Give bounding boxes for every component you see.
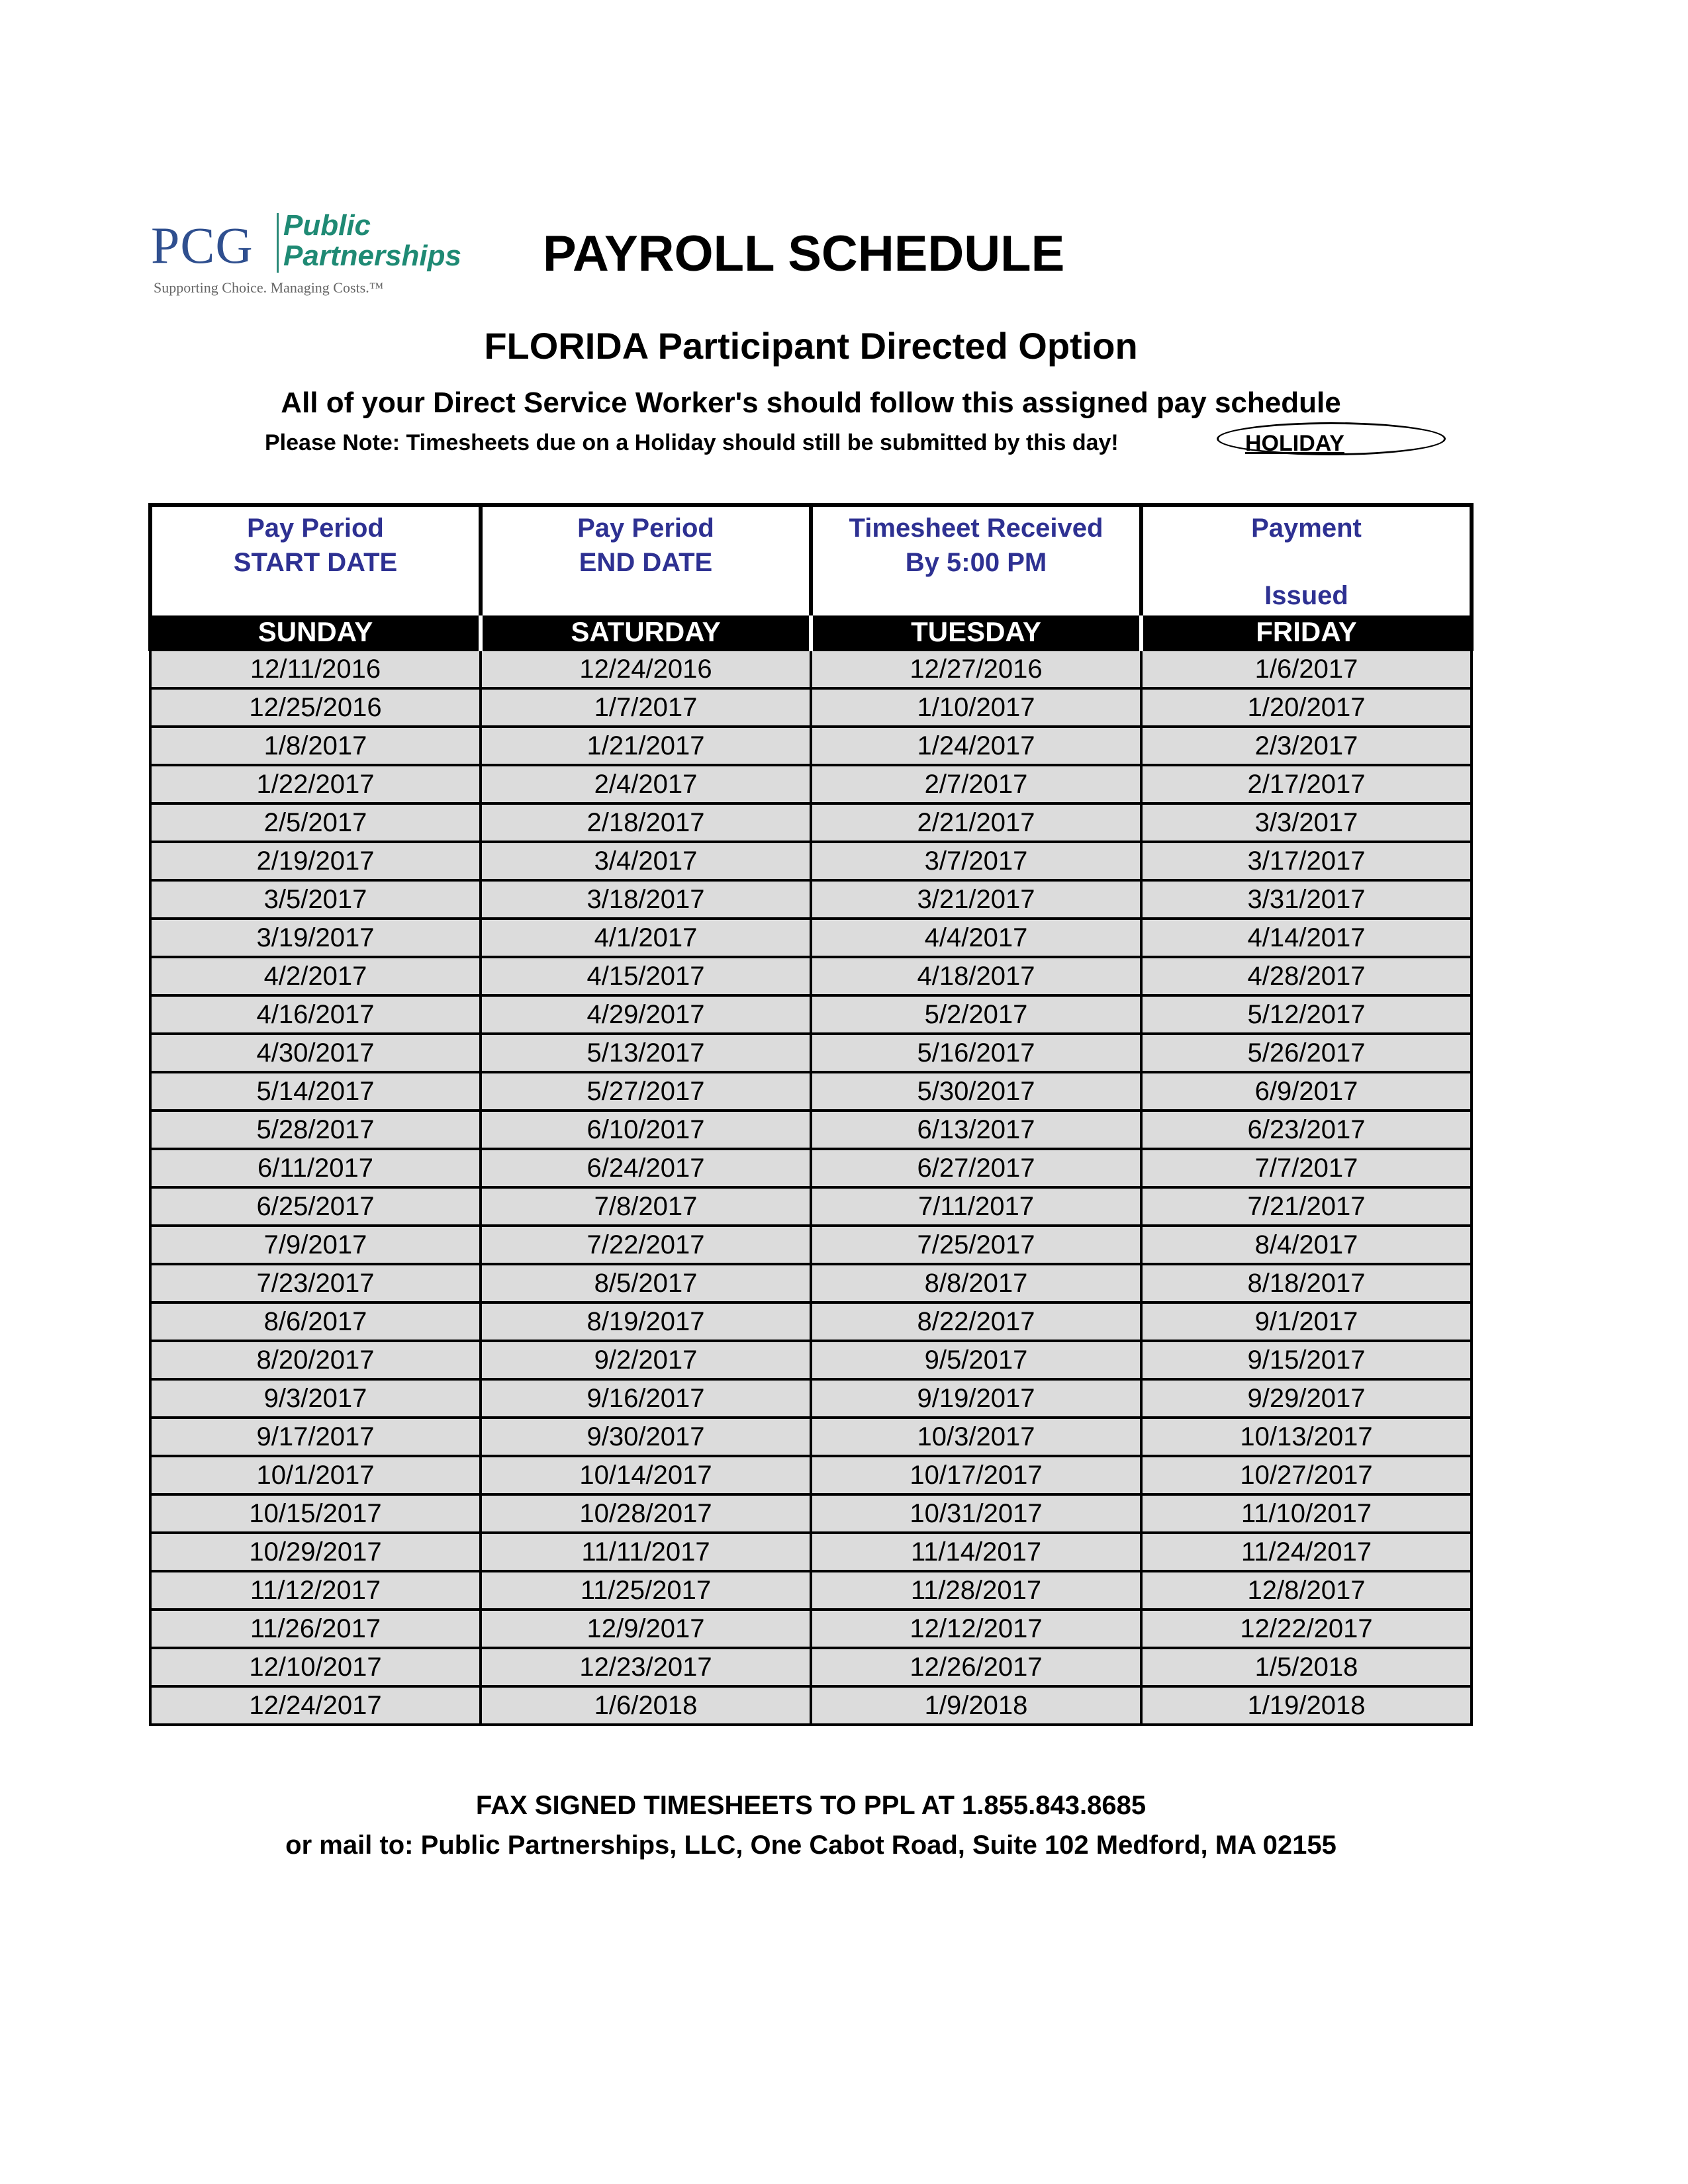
header-line: By 5:00 PM bbox=[905, 548, 1047, 577]
end-date-cell: 4/29/2017 bbox=[481, 995, 811, 1034]
header-line: Timesheet Received bbox=[849, 514, 1103, 543]
timesheet-due-cell: 3/7/2017 bbox=[811, 842, 1141, 880]
end-date-cell: 11/11/2017 bbox=[481, 1533, 811, 1571]
start-date-cell: 12/11/2016 bbox=[150, 650, 481, 688]
start-date-cell: 11/26/2017 bbox=[150, 1610, 481, 1648]
end-date-cell: 9/30/2017 bbox=[481, 1418, 811, 1456]
payment-date-cell: 8/4/2017 bbox=[1141, 1226, 1472, 1264]
end-date-cell: 12/9/2017 bbox=[481, 1610, 811, 1648]
start-date-cell: 4/30/2017 bbox=[150, 1034, 481, 1072]
payment-date-cell: 2/3/2017 bbox=[1141, 727, 1472, 765]
table-row bbox=[150, 1379, 1472, 1418]
holiday-label: HOLIDAY bbox=[1245, 431, 1344, 456]
table-body bbox=[150, 650, 1472, 1725]
header-line: Pay Period bbox=[577, 514, 714, 543]
start-date-cell: 4/16/2017 bbox=[150, 995, 481, 1034]
timesheet-due-cell: 11/14/2017 bbox=[811, 1533, 1141, 1571]
start-date-cell: 6/11/2017 bbox=[150, 1149, 481, 1187]
end-date-cell: 8/19/2017 bbox=[481, 1302, 811, 1341]
table-row bbox=[150, 1648, 1472, 1686]
table-row bbox=[150, 803, 1472, 842]
end-date-cell: 6/24/2017 bbox=[481, 1149, 811, 1187]
table-row bbox=[150, 1226, 1472, 1264]
start-date-cell: 9/3/2017 bbox=[150, 1379, 481, 1418]
logo-mark: PCG bbox=[151, 216, 254, 274]
timesheet-due-cell: 1/24/2017 bbox=[811, 727, 1141, 765]
timesheet-due-cell: 6/13/2017 bbox=[811, 1111, 1141, 1149]
table-row bbox=[150, 1111, 1472, 1149]
end-date-cell: 10/28/2017 bbox=[481, 1494, 811, 1533]
payment-date-cell: 10/27/2017 bbox=[1141, 1456, 1472, 1494]
end-date-cell: 12/23/2017 bbox=[481, 1648, 811, 1686]
table-row bbox=[150, 1341, 1472, 1379]
header-line: END DATE bbox=[579, 548, 713, 577]
page-title: PAYROLL SCHEDULE bbox=[543, 226, 1065, 282]
timesheet-due-cell: 1/10/2017 bbox=[811, 688, 1141, 727]
day-label: SUNDAY bbox=[150, 615, 481, 650]
start-date-cell: 10/1/2017 bbox=[150, 1456, 481, 1494]
timesheet-due-cell: 2/21/2017 bbox=[811, 803, 1141, 842]
table-row bbox=[150, 1072, 1472, 1111]
payment-date-cell: 4/14/2017 bbox=[1141, 919, 1472, 957]
day-label: SATURDAY bbox=[481, 615, 811, 650]
table-row bbox=[150, 1302, 1472, 1341]
header-payment-issued bbox=[1141, 505, 1472, 615]
table-row bbox=[150, 995, 1472, 1034]
timesheet-due-cell: 4/4/2017 bbox=[811, 919, 1141, 957]
payment-date-cell: 10/13/2017 bbox=[1141, 1418, 1472, 1456]
day-label: FRIDAY bbox=[1141, 615, 1472, 650]
start-date-cell: 8/20/2017 bbox=[150, 1341, 481, 1379]
timesheet-due-cell: 1/9/2018 bbox=[811, 1686, 1141, 1725]
table-row bbox=[150, 1187, 1472, 1226]
timesheet-due-cell: 5/2/2017 bbox=[811, 995, 1141, 1034]
timesheet-due-cell: 2/7/2017 bbox=[811, 765, 1141, 803]
header-row bbox=[150, 505, 1472, 615]
end-date-cell: 4/1/2017 bbox=[481, 919, 811, 957]
table-row bbox=[150, 1686, 1472, 1725]
table-row bbox=[150, 957, 1472, 995]
payment-date-cell: 1/20/2017 bbox=[1141, 688, 1472, 727]
pcg-logo bbox=[151, 210, 482, 296]
fax-instructions: FAX SIGNED TIMESHEETS TO PPL AT 1.855.843.8685 bbox=[475, 1791, 1147, 1820]
start-date-cell: 1/22/2017 bbox=[150, 765, 481, 803]
payment-date-cell: 3/31/2017 bbox=[1141, 880, 1472, 919]
table-row bbox=[150, 842, 1472, 880]
payment-date-cell: 12/22/2017 bbox=[1141, 1610, 1472, 1648]
table-row bbox=[150, 1533, 1472, 1571]
table-row bbox=[150, 765, 1472, 803]
end-date-cell: 9/2/2017 bbox=[481, 1341, 811, 1379]
timesheet-due-cell: 7/25/2017 bbox=[811, 1226, 1141, 1264]
start-date-cell: 8/6/2017 bbox=[150, 1302, 481, 1341]
logo-divider bbox=[277, 213, 279, 273]
end-date-cell: 5/27/2017 bbox=[481, 1072, 811, 1111]
start-date-cell: 12/24/2017 bbox=[150, 1686, 481, 1725]
page-subtitle: FLORIDA Participant Directed Option bbox=[484, 325, 1138, 367]
payment-date-cell: 11/24/2017 bbox=[1141, 1533, 1472, 1571]
header-timesheet-received bbox=[811, 505, 1141, 615]
end-date-cell: 1/7/2017 bbox=[481, 688, 811, 727]
payment-date-cell: 11/10/2017 bbox=[1141, 1494, 1472, 1533]
payment-date-cell: 9/1/2017 bbox=[1141, 1302, 1472, 1341]
end-date-cell: 5/13/2017 bbox=[481, 1034, 811, 1072]
payment-date-cell: 7/21/2017 bbox=[1141, 1187, 1472, 1226]
payment-date-cell: 6/23/2017 bbox=[1141, 1111, 1472, 1149]
payment-date-cell: 1/6/2017 bbox=[1141, 650, 1472, 688]
timesheet-due-cell: 5/30/2017 bbox=[811, 1072, 1141, 1111]
end-date-cell: 1/6/2018 bbox=[481, 1686, 811, 1725]
table-row bbox=[150, 727, 1472, 765]
start-date-cell: 9/17/2017 bbox=[150, 1418, 481, 1456]
payroll-table bbox=[148, 503, 1474, 1726]
end-date-cell: 1/21/2017 bbox=[481, 727, 811, 765]
timesheet-due-cell: 9/5/2017 bbox=[811, 1341, 1141, 1379]
instruction-text: All of your Direct Service Worker's should follow this assigned pay schedule bbox=[281, 387, 1341, 419]
payment-date-cell: 12/8/2017 bbox=[1141, 1571, 1472, 1610]
start-date-cell: 5/28/2017 bbox=[150, 1111, 481, 1149]
payment-date-cell: 7/7/2017 bbox=[1141, 1149, 1472, 1187]
table-row bbox=[150, 880, 1472, 919]
payment-date-cell: 5/12/2017 bbox=[1141, 995, 1472, 1034]
header-line: START DATE bbox=[233, 548, 398, 577]
timesheet-due-cell: 7/11/2017 bbox=[811, 1187, 1141, 1226]
holiday-note: Please Note: Timesheets due on a Holiday should still be submitted by this day! bbox=[265, 430, 1119, 455]
start-date-cell: 12/10/2017 bbox=[150, 1648, 481, 1686]
payment-date-cell: 6/9/2017 bbox=[1141, 1072, 1472, 1111]
timesheet-due-cell: 8/8/2017 bbox=[811, 1264, 1141, 1302]
start-date-cell: 2/19/2017 bbox=[150, 842, 481, 880]
table-row bbox=[150, 1264, 1472, 1302]
end-date-cell: 6/10/2017 bbox=[481, 1111, 811, 1149]
payment-date-cell: 2/17/2017 bbox=[1141, 765, 1472, 803]
table-row bbox=[150, 1149, 1472, 1187]
start-date-cell: 7/9/2017 bbox=[150, 1226, 481, 1264]
payment-date-cell: 5/26/2017 bbox=[1141, 1034, 1472, 1072]
start-date-cell: 12/25/2016 bbox=[150, 688, 481, 727]
header-line: Issued bbox=[1264, 581, 1348, 610]
end-date-cell: 3/4/2017 bbox=[481, 842, 811, 880]
table-row bbox=[150, 1456, 1472, 1494]
timesheet-due-cell: 4/18/2017 bbox=[811, 957, 1141, 995]
payment-date-cell: 9/29/2017 bbox=[1141, 1379, 1472, 1418]
start-date-cell: 5/14/2017 bbox=[150, 1072, 481, 1111]
payment-date-cell: 8/18/2017 bbox=[1141, 1264, 1472, 1302]
start-date-cell: 1/8/2017 bbox=[150, 727, 481, 765]
start-date-cell: 10/29/2017 bbox=[150, 1533, 481, 1571]
header-line: Payment bbox=[1251, 514, 1362, 543]
start-date-cell: 3/5/2017 bbox=[150, 880, 481, 919]
start-date-cell: 10/15/2017 bbox=[150, 1494, 481, 1533]
end-date-cell: 7/22/2017 bbox=[481, 1226, 811, 1264]
end-date-cell: 10/14/2017 bbox=[481, 1456, 811, 1494]
start-date-cell: 4/2/2017 bbox=[150, 957, 481, 995]
end-date-cell: 4/15/2017 bbox=[481, 957, 811, 995]
timesheet-due-cell: 10/31/2017 bbox=[811, 1494, 1141, 1533]
timesheet-due-cell: 5/16/2017 bbox=[811, 1034, 1141, 1072]
payment-date-cell: 1/19/2018 bbox=[1141, 1686, 1472, 1725]
table-row bbox=[150, 1418, 1472, 1456]
timesheet-due-cell: 12/12/2017 bbox=[811, 1610, 1141, 1648]
logo-tagline: Supporting Choice. Managing Costs.™ bbox=[154, 279, 384, 296]
end-date-cell: 7/8/2017 bbox=[481, 1187, 811, 1226]
end-date-cell: 2/18/2017 bbox=[481, 803, 811, 842]
header-start-date bbox=[150, 505, 481, 615]
mail-instructions: or mail to: Public Partnerships, LLC, One Cabot Road, Suite 102 Medford, MA 02155 bbox=[285, 1831, 1336, 1860]
logo-name-line2: Partnerships bbox=[283, 240, 461, 272]
holiday-oval bbox=[1217, 422, 1446, 455]
table-row bbox=[150, 1494, 1472, 1533]
header-end-date bbox=[481, 505, 811, 615]
table-row bbox=[150, 650, 1472, 688]
end-date-cell: 2/4/2017 bbox=[481, 765, 811, 803]
logo-name bbox=[283, 210, 461, 271]
day-row bbox=[150, 615, 1472, 650]
timesheet-due-cell: 10/3/2017 bbox=[811, 1418, 1141, 1456]
table-row bbox=[150, 688, 1472, 727]
start-date-cell: 3/19/2017 bbox=[150, 919, 481, 957]
payment-date-cell: 3/17/2017 bbox=[1141, 842, 1472, 880]
end-date-cell: 3/18/2017 bbox=[481, 880, 811, 919]
header-line: Pay Period bbox=[247, 514, 384, 543]
timesheet-due-cell: 3/21/2017 bbox=[811, 880, 1141, 919]
payment-date-cell: 4/28/2017 bbox=[1141, 957, 1472, 995]
timesheet-due-cell: 10/17/2017 bbox=[811, 1456, 1141, 1494]
payment-date-cell: 9/15/2017 bbox=[1141, 1341, 1472, 1379]
timesheet-due-cell: 11/28/2017 bbox=[811, 1571, 1141, 1610]
table-row bbox=[150, 1571, 1472, 1610]
payment-date-cell: 1/5/2018 bbox=[1141, 1648, 1472, 1686]
table-row bbox=[150, 919, 1472, 957]
start-date-cell: 6/25/2017 bbox=[150, 1187, 481, 1226]
payment-date-cell: 3/3/2017 bbox=[1141, 803, 1472, 842]
timesheet-due-cell: 9/19/2017 bbox=[811, 1379, 1141, 1418]
start-date-cell: 2/5/2017 bbox=[150, 803, 481, 842]
table-row bbox=[150, 1610, 1472, 1648]
start-date-cell: 7/23/2017 bbox=[150, 1264, 481, 1302]
timesheet-due-cell: 12/27/2016 bbox=[811, 650, 1141, 688]
timesheet-due-cell: 8/22/2017 bbox=[811, 1302, 1141, 1341]
end-date-cell: 12/24/2016 bbox=[481, 650, 811, 688]
end-date-cell: 8/5/2017 bbox=[481, 1264, 811, 1302]
timesheet-due-cell: 12/26/2017 bbox=[811, 1648, 1141, 1686]
table-row bbox=[150, 1034, 1472, 1072]
day-label: TUESDAY bbox=[811, 615, 1141, 650]
logo-name-line1: Public bbox=[283, 209, 371, 242]
start-date-cell: 11/12/2017 bbox=[150, 1571, 481, 1610]
end-date-cell: 9/16/2017 bbox=[481, 1379, 811, 1418]
timesheet-due-cell: 6/27/2017 bbox=[811, 1149, 1141, 1187]
end-date-cell: 11/25/2017 bbox=[481, 1571, 811, 1610]
